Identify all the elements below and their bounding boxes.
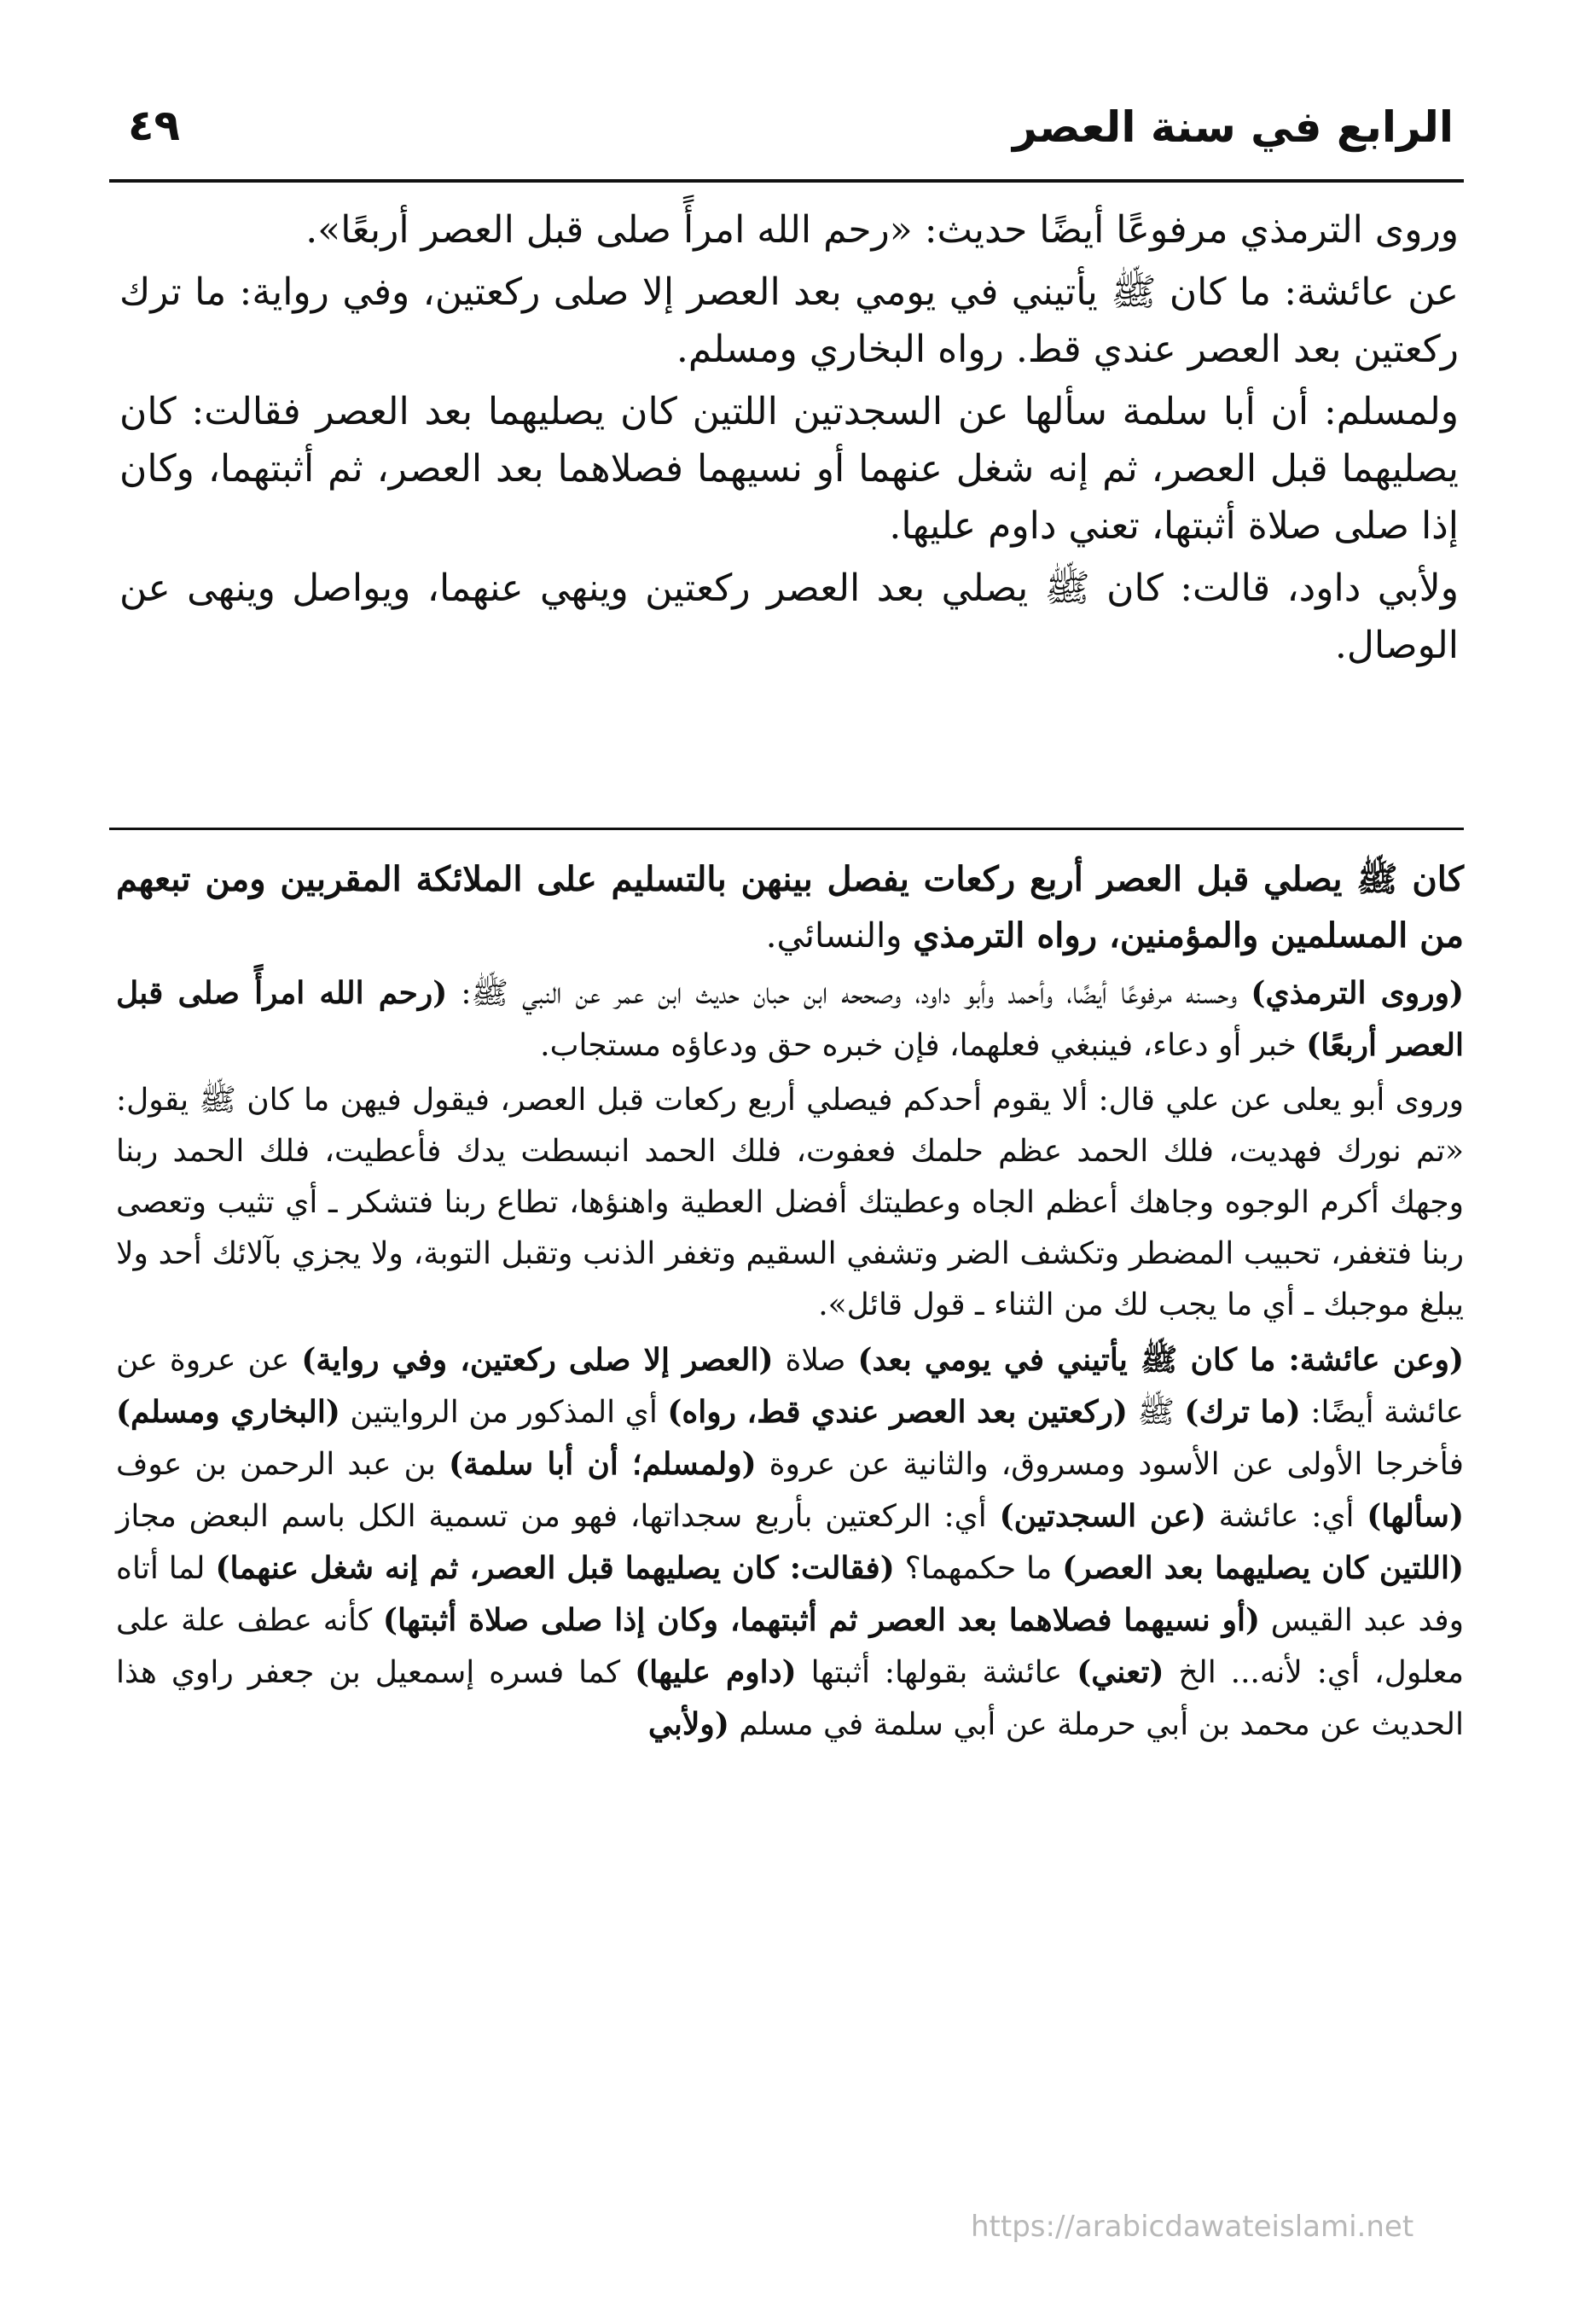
text-run: عائشة بقولها: أثبتها: [796, 1655, 1077, 1690]
main-text: [119, 201, 1459, 679]
lead-tail: والنسائي.: [765, 916, 914, 956]
bold-quote: (رحم الله امرأً صلى قبل العصر أربعًا): [116, 975, 1464, 1063]
bold-quote: (سألها): [1367, 1498, 1464, 1534]
bold-quote: (اللتين كان يصليهما بعد العصر): [1062, 1550, 1464, 1586]
text-run: كما فسره إسمعيل بن جعفر راوي هذا الحديث عن محمد بن أبي حرملة عن أبي سلمة في مسلم: [116, 1655, 1464, 1742]
commentary-paragraph: [116, 967, 1464, 1072]
bold-quote: (داوم عليها): [635, 1654, 797, 1690]
bold-quote: (ركعتين بعد العصر عندي قط، رواه): [667, 1394, 1128, 1430]
bold-quote: (أو نسيهما فصلاهما بعد العصر ثم أثبتهما، وكان إذا صلى صلاة أثبتها): [382, 1602, 1260, 1638]
main-paragraph: وروى الترمذي مرفوعًا أيضًا حديث: «رحم الله امرأً صلى قبل العصر أربعًا».: [305, 208, 1459, 252]
text-run: صلاة: [773, 1343, 858, 1378]
text-run: لما أتاه وفد عبد القيس: [116, 1551, 1464, 1638]
text-run: ﷺ: [1127, 1395, 1185, 1430]
text-run: خبر أو دعاء، فينبغي فعلهما، فإن خبره حق ودعاؤه مستجاب.: [540, 1028, 1307, 1063]
bold-quote: (ما ترك): [1184, 1394, 1301, 1430]
bold-quote: (وعن عائشة: ما كان ﷺ يأتيني في يومي بعد): [857, 1342, 1464, 1378]
text-run: ما حكمهما؟: [894, 1551, 1063, 1586]
bold-quote: (العصر إلا صلى ركعتين، وفي رواية): [301, 1342, 774, 1378]
commentary: [116, 851, 1464, 1754]
commentary-paragraph: [116, 1334, 1464, 1751]
main-paragraph: ولمسلم: أن أبا سلمة سألها عن السجدتين اللتين كان يصليهما بعد العصر فقالت: كان يصليهما قبل العصر، ثم إنه شغل عنهما أو نسيهما فصلاهما بعد العصر، ثم أثبتهما، وكان إذا صلى صلاة أثبتها، تعني داوم عليها.: [119, 390, 1459, 548]
text-run: بن عبد الرحمن بن عوف: [116, 1447, 449, 1482]
bold-quote: (تعني): [1077, 1654, 1164, 1690]
bold-quote: (وروى الترمذي): [1251, 975, 1464, 1011]
commentary-lead: [116, 851, 1464, 964]
bold-quote: (البخاري ومسلم): [116, 1394, 340, 1430]
main-paragraph: عن عائشة: ما كان ﷺ يأتيني في يومي بعد العصر إلا صلى ركعتين، وفي رواية: ما ترك ركعتين بعد العصر عندي قط. رواه البخاري ومسلم.: [119, 270, 1459, 371]
text-run: كأنه عطف علة على معلول، أي: لأنه... الخ: [116, 1603, 1464, 1690]
lead-bold: كان ﷺ يصلي قبل العصر أربع ركعات يفصل بينهن بالتسليم على الملائكة المقربين ومن تبعهم من المسلمين والمؤمنين، رواه الترمذي: [116, 859, 1464, 956]
main-paragraph: ولأبي داود، قالت: كان ﷺ يصلي بعد العصر ركعتين وينهي عنهما، ويواصل وينهى عن الوصال.: [119, 566, 1459, 667]
page-number: ٤٩: [128, 101, 181, 150]
text-run: عن عروة عن عائشة أيضًا:: [116, 1343, 1465, 1430]
watermark-url: https://arabicdawateislami.net: [971, 2210, 1414, 2244]
bold-quote: (فقالت: كان يصليهما قبل العصر، ثم إنه شغل عنهما): [215, 1550, 895, 1586]
text-run: أي المذكور من الروايتين: [340, 1395, 668, 1430]
bold-quote: (عن السجدتين): [999, 1498, 1206, 1534]
text-run: وحسنه مرفوعًا أيضًا، وأحمد وأبو داود، وصححه ابن حبان حديث ابن عمر عن النبي ﷺ:: [447, 976, 1251, 1011]
text-run: فأخرجا الأولى عن الأسود ومسروق، والثانية عن عروة: [756, 1447, 1464, 1482]
bold-quote: (ولأبي: [647, 1706, 729, 1742]
section-divider: [109, 828, 1464, 830]
running-head: الرابع في سنة العصر: [1012, 102, 1454, 152]
text-run: أي: الركعتين بأربع سجداتها، فهو من تسمية الكل باسم البعض مجاز: [116, 1499, 1000, 1534]
bold-quote: (ولمسلم؛ أن أبا سلمة): [448, 1446, 757, 1482]
text-run: أي: عائشة: [1205, 1499, 1367, 1534]
header-rule: [109, 179, 1464, 183]
commentary-paragraph: وروى أبو يعلى عن علي قال: ألا يقوم أحدكم فيصلي أربع ركعات قبل العصر، فيقول فيهن ما كان ﷺ يقول: «تم نورك فهديت، فلك الحمد عظم حلمك فعفوت، فلك الحمد انبسطت يدك فأعطيت، فلك الحمد ربنا وجهك أكرم الوجوه وجاهك أعظم الجاه وعطيتك أفضل العطية واهنؤها، تطاع ربنا فتشكر ـ أي تثيب وتعصى ربنا فتغفر، تحبيب المضطر وتكشف الضر وتشفي السقيم وتغفر الذنب وتقبل التوبة، ولا يجزي بآلائك أحد ولا يبلغ موجبك ـ أي ما يجب لك من الثناء ـ قول قائل».: [116, 1083, 1464, 1322]
